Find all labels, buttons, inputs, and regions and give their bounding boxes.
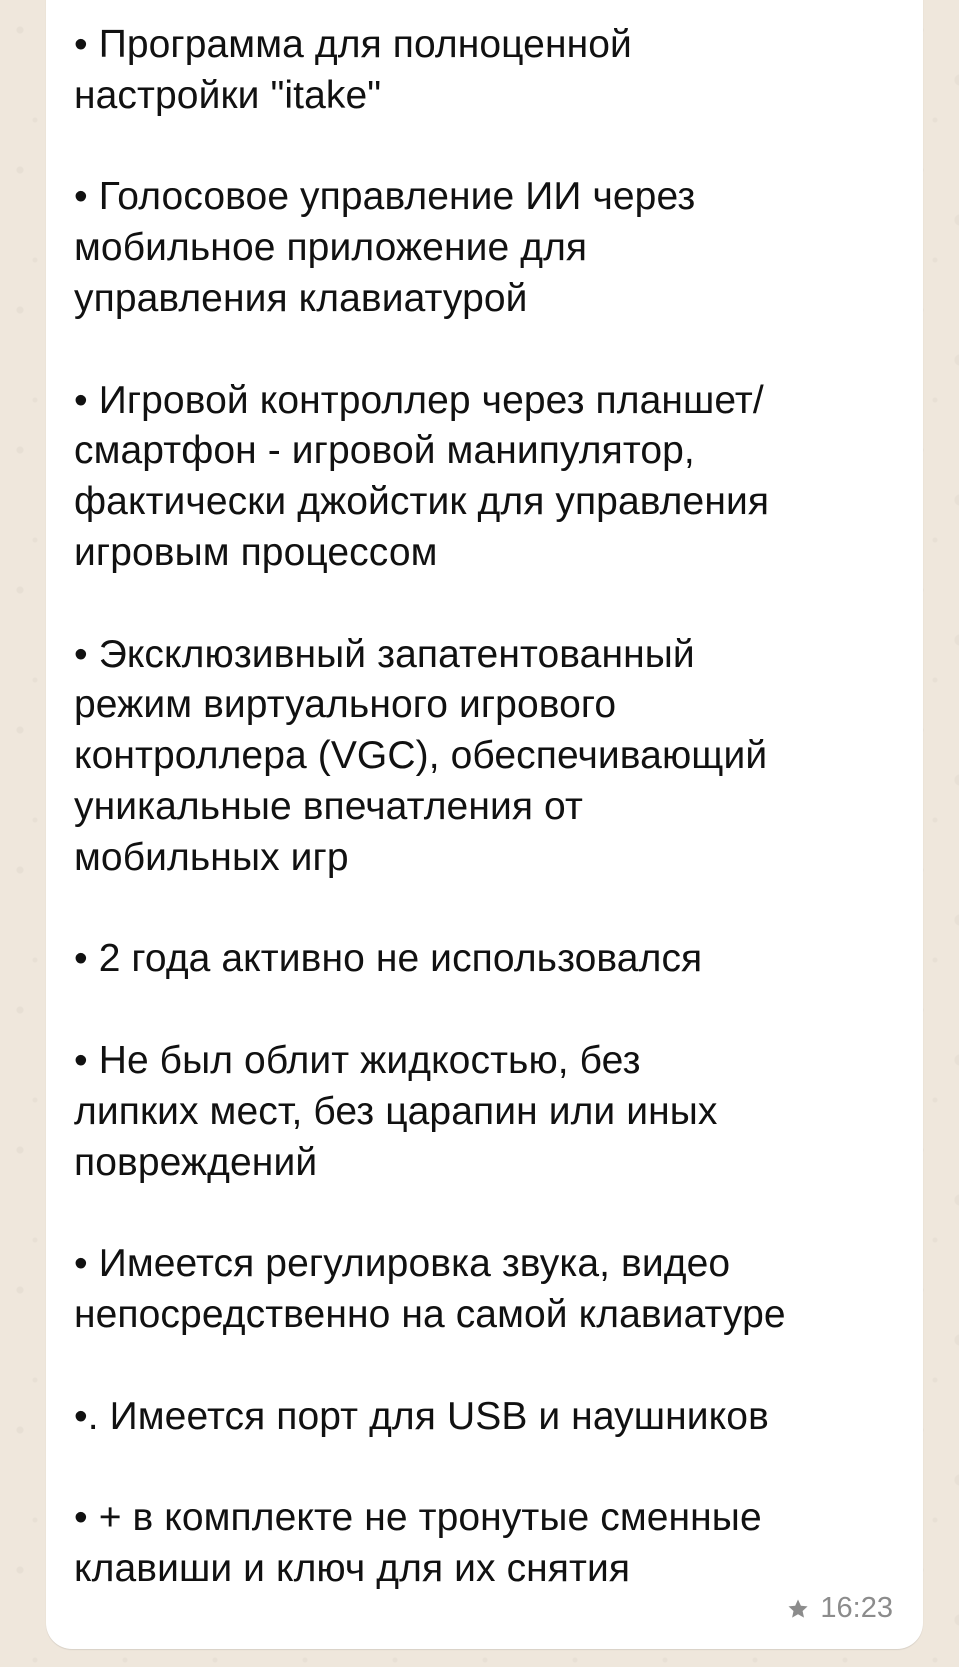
message-line: • Эксклюзивный запатентованный (74, 632, 695, 676)
message-line: • Игровой контроллер через планшет/ (74, 378, 764, 422)
message-paragraph (74, 1392, 899, 1443)
message-text (74, 20, 899, 1595)
message-paragraph (74, 172, 899, 324)
message-line: непосредственно на самой клавиатуре (74, 1292, 786, 1336)
message-paragraph (74, 934, 899, 985)
message-time: 16:23 (820, 1592, 893, 1624)
message-line: фактически джойстик для управления (74, 480, 770, 524)
message-line: режим виртуального игрового (74, 683, 617, 727)
message-line: • Голосовое управление ИИ через (74, 175, 696, 219)
message-line: • + в комплекте не тронутые сменные (74, 1496, 762, 1540)
message-line: смартфон - игровой манипулятор, (74, 429, 695, 473)
message-line: • Программа для полноценной (74, 23, 632, 66)
message-paragraph (74, 1036, 899, 1188)
message-line: контроллера (VGC), обеспечивающий (74, 734, 768, 778)
message-paragraph (74, 20, 899, 122)
message-paragraph (74, 630, 899, 884)
message-meta (786, 1592, 893, 1625)
message-line: настройки "itake" (74, 73, 382, 117)
message-paragraph (74, 1239, 899, 1341)
message-line: мобильных игр (74, 835, 349, 879)
message-line: мобильное приложение для (74, 226, 588, 270)
message-line: • Не был облит жидкостью, без (74, 1038, 641, 1082)
message-line: • 2 года активно не использовался (74, 937, 703, 981)
message-line: липких мест, без царапин или иных (74, 1089, 718, 1133)
message-line: повреждений (74, 1140, 318, 1184)
message-line: управления клавиатурой (74, 276, 528, 320)
message-line: игровым процессом (74, 530, 438, 574)
message-paragraph (74, 1493, 899, 1595)
message-line: • Имеется регулировка звука, видео (74, 1242, 731, 1286)
message-line: клавиши и ключ для их снятия (74, 1546, 631, 1590)
message-line: уникальные впечатления от (74, 784, 583, 828)
message-bubble[interactable] (46, 0, 923, 1649)
message-line: •. Имеется порт для USB и наушников (74, 1394, 769, 1438)
star-icon (786, 1597, 810, 1621)
message-paragraph (74, 376, 899, 579)
